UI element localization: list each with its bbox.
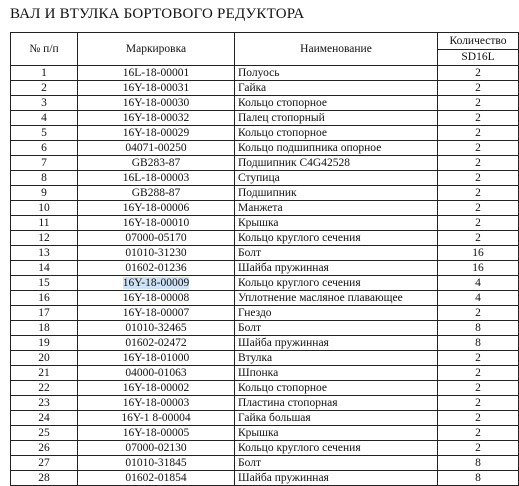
cell-marking xyxy=(78,231,235,246)
cell-quantity-text: 2 xyxy=(475,141,481,154)
cell-name xyxy=(235,81,438,96)
cell-quantity-text: 16 xyxy=(472,246,484,259)
cell-quantity xyxy=(438,216,519,231)
cell-quantity xyxy=(438,96,519,111)
table-row xyxy=(11,141,519,156)
cell-marking-text: 07000-05170 xyxy=(125,231,187,244)
cell-no-text: 17 xyxy=(38,306,50,319)
cell-no xyxy=(11,111,78,126)
table-row xyxy=(11,66,519,81)
cell-quantity-text: 2 xyxy=(475,111,481,124)
cell-quantity-text: 2 xyxy=(475,351,481,364)
table-row xyxy=(11,441,519,456)
cell-name-text: Кольцо круглого сечения xyxy=(238,231,361,244)
cell-marking-text: 16Y-18-00031 xyxy=(122,81,190,94)
cell-name-text: Кольцо круглого сечения xyxy=(238,441,361,454)
cell-marking xyxy=(78,411,235,426)
cell-name xyxy=(235,351,438,366)
cell-marking xyxy=(78,246,235,261)
cell-name-text: Крышка xyxy=(238,426,279,439)
table-row xyxy=(11,411,519,426)
cell-marking-text: 01602-01236 xyxy=(125,261,187,274)
cell-name xyxy=(235,366,438,381)
cell-name xyxy=(235,396,438,411)
cell-no-text: 7 xyxy=(41,156,47,169)
cell-quantity xyxy=(438,366,519,381)
table-row xyxy=(11,291,519,306)
cell-marking xyxy=(78,291,235,306)
cell-no xyxy=(11,261,78,276)
cell-marking xyxy=(78,201,235,216)
cell-marking xyxy=(78,351,235,366)
cell-quantity-text: 4 xyxy=(475,276,481,289)
cell-no-text: 1 xyxy=(41,66,47,79)
table-row xyxy=(11,321,519,336)
cell-marking xyxy=(78,336,235,351)
cell-name-text: Манжета xyxy=(238,201,283,214)
cell-marking-text: 01010-31230 xyxy=(125,246,187,259)
cell-marking xyxy=(78,96,235,111)
cell-marking-text: 01602-01854 xyxy=(125,471,187,484)
cell-marking xyxy=(78,171,235,186)
cell-name xyxy=(235,171,438,186)
cell-marking xyxy=(78,306,235,321)
cell-name-text: Подшипник C4G42528 xyxy=(238,156,350,169)
cell-quantity-text: 2 xyxy=(475,201,481,214)
cell-quantity xyxy=(438,456,519,471)
cell-quantity xyxy=(438,126,519,141)
cell-no xyxy=(11,426,78,441)
cell-name-text: Болт xyxy=(238,321,261,334)
cell-no xyxy=(11,171,78,186)
cell-name xyxy=(235,441,438,456)
cell-marking-text: GB288-87 xyxy=(131,186,181,199)
cell-marking-text: 16Y-18-00008 xyxy=(122,291,190,304)
table-row xyxy=(11,261,519,276)
cell-marking xyxy=(78,456,235,471)
cell-name-text: Шайба пружинная xyxy=(238,336,329,349)
cell-quantity-text: 8 xyxy=(475,336,481,349)
cell-name xyxy=(235,111,438,126)
cell-marking-text: 16Y-18-00032 xyxy=(122,111,190,124)
cell-no-text: 2 xyxy=(41,81,47,94)
cell-quantity xyxy=(438,201,519,216)
cell-marking-text: 16Y-18-00010 xyxy=(122,216,190,229)
cell-name xyxy=(235,186,438,201)
cell-quantity-text: 2 xyxy=(475,66,481,79)
cell-marking-text: 16Y-18-00006 xyxy=(122,201,190,214)
cell-marking xyxy=(78,216,235,231)
header-row xyxy=(11,33,519,50)
cell-name xyxy=(235,231,438,246)
cell-no-text: 14 xyxy=(38,261,50,274)
cell-name-text: Шайба пружинная xyxy=(238,471,329,484)
cell-no-text: 27 xyxy=(38,456,50,469)
cell-no xyxy=(11,156,78,171)
cell-no-text: 5 xyxy=(41,126,47,139)
cell-quantity xyxy=(438,291,519,306)
table-row xyxy=(11,201,519,216)
cell-no-text: 23 xyxy=(38,396,50,409)
cell-quantity-text: 2 xyxy=(475,81,481,94)
cell-marking-text: 16Y-18-00029 xyxy=(122,126,190,139)
cell-no-text: 12 xyxy=(38,231,50,244)
cell-no-text: 8 xyxy=(41,171,47,184)
cell-no xyxy=(11,201,78,216)
cell-no xyxy=(11,456,78,471)
cell-no xyxy=(11,186,78,201)
cell-name-text: Гайка xyxy=(238,81,267,94)
cell-no-text: 4 xyxy=(41,111,47,124)
cell-no-text: 15 xyxy=(38,276,50,289)
cell-marking xyxy=(78,111,235,126)
cell-quantity xyxy=(438,471,519,486)
cell-no-text: 11 xyxy=(38,216,50,229)
cell-name-text: Палец стопорный xyxy=(238,111,325,124)
cell-quantity xyxy=(438,411,519,426)
cell-quantity-text: 8 xyxy=(475,471,481,484)
cell-quantity xyxy=(438,246,519,261)
cell-marking-text: 16Y-18-00009 xyxy=(122,276,190,289)
cell-name-text: Уплотнение масляное плавающее xyxy=(238,291,403,304)
cell-quantity xyxy=(438,381,519,396)
cell-quantity xyxy=(438,321,519,336)
table-row xyxy=(11,126,519,141)
cell-name xyxy=(235,411,438,426)
cell-marking xyxy=(78,156,235,171)
table-row xyxy=(11,156,519,171)
cell-quantity xyxy=(438,81,519,96)
cell-name-text: Пластина стопорная xyxy=(238,396,338,409)
cell-quantity xyxy=(438,111,519,126)
cell-marking xyxy=(78,141,235,156)
header-quantity: Количество xyxy=(438,33,519,50)
cell-no xyxy=(11,141,78,156)
cell-no xyxy=(11,246,78,261)
cell-quantity xyxy=(438,186,519,201)
cell-name xyxy=(235,321,438,336)
cell-no xyxy=(11,81,78,96)
header-no: № п/п xyxy=(11,33,78,66)
cell-name xyxy=(235,216,438,231)
cell-marking-text: 07000-02130 xyxy=(125,441,187,454)
cell-no xyxy=(11,66,78,81)
cell-name xyxy=(235,201,438,216)
cell-no xyxy=(11,291,78,306)
cell-marking xyxy=(78,126,235,141)
cell-quantity-text: 2 xyxy=(475,441,481,454)
cell-marking xyxy=(78,321,235,336)
cell-no-text: 24 xyxy=(38,411,50,424)
cell-marking-text: GB283-87 xyxy=(131,156,181,169)
cell-marking-text: 16Y-18-00007 xyxy=(122,306,190,319)
cell-marking xyxy=(78,261,235,276)
cell-no xyxy=(11,306,78,321)
table-row xyxy=(11,231,519,246)
cell-quantity-text: 2 xyxy=(475,126,481,139)
table-row xyxy=(11,351,519,366)
table-row xyxy=(11,336,519,351)
cell-name-text: Кольцо стопорное xyxy=(238,381,327,394)
cell-no xyxy=(11,381,78,396)
cell-marking xyxy=(78,81,235,96)
cell-no xyxy=(11,276,78,291)
cell-no xyxy=(11,471,78,486)
table-row xyxy=(11,396,519,411)
cell-marking-text: 16L-18-00001 xyxy=(122,66,190,79)
table-row xyxy=(11,81,519,96)
cell-no xyxy=(11,231,78,246)
cell-no-text: 16 xyxy=(38,291,50,304)
cell-quantity-text: 2 xyxy=(475,216,481,229)
cell-no-text: 28 xyxy=(38,471,50,484)
cell-name xyxy=(235,156,438,171)
cell-quantity-text: 2 xyxy=(475,426,481,439)
cell-quantity xyxy=(438,261,519,276)
cell-name-text: Кольцо круглого сечения xyxy=(238,276,361,289)
cell-name-text: Гайка большая xyxy=(238,411,311,424)
header-name: Наименование xyxy=(235,33,438,66)
cell-name-text: Болт xyxy=(238,456,261,469)
cell-quantity-text: 8 xyxy=(475,321,481,334)
cell-no xyxy=(11,411,78,426)
table-row xyxy=(11,306,519,321)
table-row xyxy=(11,171,519,186)
cell-no xyxy=(11,351,78,366)
cell-no-text: 10 xyxy=(38,201,50,214)
cell-quantity-text: 16 xyxy=(472,261,484,274)
cell-name-text: Шайба пружинная xyxy=(238,261,329,274)
cell-quantity-text: 2 xyxy=(475,366,481,379)
cell-quantity xyxy=(438,351,519,366)
cell-marking-text: 01010-32465 xyxy=(125,321,187,334)
table-row xyxy=(11,111,519,126)
cell-no-text: 18 xyxy=(38,321,50,334)
cell-quantity-text: 4 xyxy=(475,291,481,304)
cell-no xyxy=(11,126,78,141)
cell-name xyxy=(235,66,438,81)
cell-name xyxy=(235,276,438,291)
cell-marking xyxy=(78,441,235,456)
cell-no-text: 19 xyxy=(38,336,50,349)
cell-no-text: 20 xyxy=(38,351,50,364)
cell-name-text: Втулка xyxy=(238,351,273,364)
cell-name-text: Крышка xyxy=(238,216,279,229)
cell-name-text: Гнездо xyxy=(238,306,272,319)
table-row xyxy=(11,276,519,291)
cell-no-text: 22 xyxy=(38,381,50,394)
cell-marking-text: 01010-31845 xyxy=(125,456,187,469)
cell-marking xyxy=(78,426,235,441)
cell-name-text: Кольцо подшипника опорное xyxy=(238,141,382,154)
cell-marking-text: 16Y-18-00003 xyxy=(122,396,190,409)
table-row xyxy=(11,96,519,111)
cell-quantity xyxy=(438,231,519,246)
cell-name-text: Болт xyxy=(238,246,261,259)
cell-name xyxy=(235,426,438,441)
cell-quantity xyxy=(438,141,519,156)
cell-name xyxy=(235,261,438,276)
cell-name-text: Шпонка xyxy=(238,366,279,379)
cell-name-text: Полуось xyxy=(238,66,280,79)
cell-no xyxy=(11,336,78,351)
cell-quantity xyxy=(438,306,519,321)
cell-quantity-text: 2 xyxy=(475,306,481,319)
cell-quantity xyxy=(438,276,519,291)
cell-quantity-text: 2 xyxy=(475,231,481,244)
cell-no xyxy=(11,321,78,336)
cell-marking xyxy=(78,366,235,381)
cell-marking-text: 01602-02472 xyxy=(125,336,187,349)
cell-marking-text: 16Y-18-00002 xyxy=(122,381,190,394)
table-body xyxy=(11,66,519,486)
cell-name xyxy=(235,306,438,321)
cell-name-text: Подшипник xyxy=(238,186,297,199)
cell-no xyxy=(11,96,78,111)
cell-marking-text: 16Y-1 8-00004 xyxy=(121,411,191,424)
cell-quantity-text: 2 xyxy=(475,411,481,424)
cell-name xyxy=(235,96,438,111)
cell-quantity-text: 2 xyxy=(475,96,481,109)
cell-no-text: 26 xyxy=(38,441,50,454)
cell-marking xyxy=(78,276,235,291)
cell-marking-text: 04000-01063 xyxy=(125,366,187,379)
cell-no-text: 9 xyxy=(41,186,47,199)
cell-quantity xyxy=(438,66,519,81)
cell-no-text: 6 xyxy=(41,141,47,154)
table-row xyxy=(11,366,519,381)
cell-marking xyxy=(78,66,235,81)
cell-marking-text: 16Y-18-01000 xyxy=(122,351,190,364)
cell-name xyxy=(235,471,438,486)
cell-marking-text: 16Y-18-00005 xyxy=(122,426,190,439)
cell-quantity xyxy=(438,171,519,186)
parts-table xyxy=(10,32,519,486)
cell-marking-text: 04071-00250 xyxy=(125,141,187,154)
cell-no-text: 3 xyxy=(41,96,47,109)
cell-name xyxy=(235,336,438,351)
cell-marking-text: 16Y-18-00030 xyxy=(122,96,190,109)
cell-no-text: 21 xyxy=(38,366,50,379)
table-row xyxy=(11,471,519,486)
cell-quantity-text: 2 xyxy=(475,171,481,184)
cell-quantity xyxy=(438,426,519,441)
cell-no xyxy=(11,216,78,231)
cell-quantity-text: 2 xyxy=(475,186,481,199)
cell-name-text: Ступица xyxy=(238,171,280,184)
cell-name xyxy=(235,246,438,261)
page-title: ВАЛ И ВТУЛКА БОРТОВОГО РЕДУКТОРА xyxy=(10,6,305,22)
cell-name-text: Кольцо стопорное xyxy=(238,126,327,139)
cell-marking xyxy=(78,471,235,486)
table-row xyxy=(11,246,519,261)
cell-marking xyxy=(78,396,235,411)
cell-no xyxy=(11,396,78,411)
cell-quantity xyxy=(438,396,519,411)
cell-quantity-text: 8 xyxy=(475,456,481,469)
cell-no-text: 13 xyxy=(38,246,50,259)
cell-quantity-text: 2 xyxy=(475,156,481,169)
cell-quantity xyxy=(438,156,519,171)
table-row xyxy=(11,186,519,201)
cell-name xyxy=(235,291,438,306)
header-marking: Маркировка xyxy=(78,33,235,66)
cell-name-text: Кольцо стопорное xyxy=(238,96,327,109)
cell-no-text: 25 xyxy=(38,426,50,439)
cell-name xyxy=(235,141,438,156)
table-row xyxy=(11,426,519,441)
cell-no xyxy=(11,441,78,456)
table-row xyxy=(11,381,519,396)
table-row xyxy=(11,456,519,471)
cell-quantity xyxy=(438,441,519,456)
cell-quantity-text: 2 xyxy=(475,381,481,394)
table-row xyxy=(11,216,519,231)
cell-name xyxy=(235,456,438,471)
table-header xyxy=(11,33,519,66)
cell-no xyxy=(11,366,78,381)
cell-marking xyxy=(78,186,235,201)
header-model: SD16L xyxy=(438,50,519,66)
cell-name xyxy=(235,381,438,396)
cell-name xyxy=(235,126,438,141)
cell-marking xyxy=(78,381,235,396)
cell-marking-text: 16L-18-00003 xyxy=(122,171,190,184)
cell-quantity xyxy=(438,336,519,351)
cell-quantity-text: 2 xyxy=(475,396,481,409)
